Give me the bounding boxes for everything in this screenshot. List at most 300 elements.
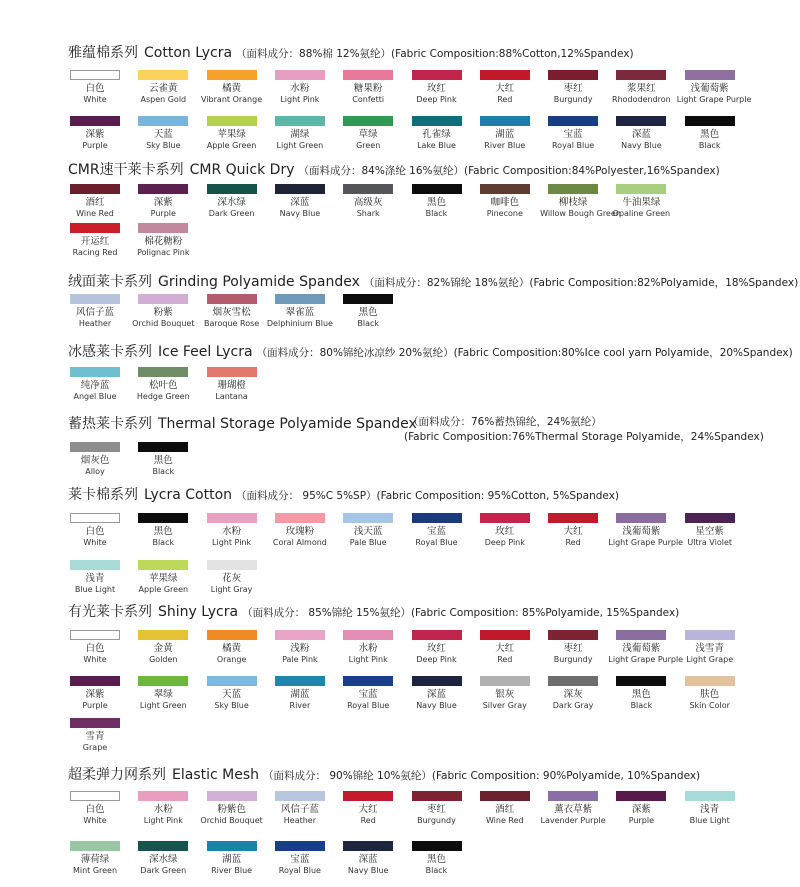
color-name-en: Racing Red bbox=[72, 248, 118, 257]
section-title-en: Grinding Polyamide Spandex bbox=[158, 274, 360, 290]
color-swatch bbox=[335, 513, 401, 548]
color-name-zh: 深紫 bbox=[85, 689, 105, 700]
color-name-zh: 浅青 bbox=[700, 804, 720, 815]
color-chip bbox=[138, 560, 188, 570]
color-chip bbox=[548, 70, 598, 80]
color-name-zh: 白色 bbox=[85, 526, 105, 537]
color-chip bbox=[548, 676, 598, 686]
color-name-en: Dark Gray bbox=[552, 701, 594, 710]
color-swatch bbox=[608, 676, 674, 711]
color-swatch bbox=[130, 791, 196, 826]
color-chip bbox=[412, 841, 462, 851]
section-title-en: Cotton Lycra bbox=[144, 45, 233, 61]
color-name-en: Lake Blue bbox=[417, 141, 456, 150]
color-name-zh: 浅葡萄紫 bbox=[622, 643, 661, 654]
color-name-en: Light Grape Purple bbox=[608, 655, 684, 664]
color-name-zh: 大红 bbox=[495, 643, 515, 654]
color-name-zh: 橘黄 bbox=[222, 643, 242, 654]
color-chip bbox=[207, 560, 257, 570]
color-name-zh: 宝蓝 bbox=[426, 526, 446, 537]
color-name-en: Navy Blue bbox=[279, 209, 321, 218]
color-name-zh: 宝蓝 bbox=[358, 689, 378, 700]
section-title-en: Ice Feel Lycra bbox=[158, 344, 253, 360]
section-title-en: Lycra Cotton bbox=[144, 487, 233, 503]
color-name-zh: 高级灰 bbox=[353, 197, 383, 208]
color-name-zh: 大红 bbox=[495, 83, 515, 94]
color-swatch bbox=[540, 630, 606, 665]
color-swatch bbox=[404, 116, 470, 151]
color-name-en: Navy Blue bbox=[347, 866, 389, 875]
color-chip bbox=[275, 630, 325, 640]
color-chip bbox=[70, 513, 120, 523]
color-name-en: Light Gray bbox=[210, 585, 253, 594]
color-chip bbox=[138, 367, 188, 377]
color-swatch bbox=[267, 676, 333, 711]
color-name-zh: 深蓝 bbox=[631, 129, 651, 140]
color-chip bbox=[70, 676, 120, 686]
color-name-en: River Blue bbox=[484, 141, 526, 150]
section-heading bbox=[68, 274, 798, 291]
color-name-en: Golden bbox=[149, 655, 178, 664]
color-swatch bbox=[62, 676, 128, 711]
color-name-zh: 湖蓝 bbox=[495, 129, 515, 140]
color-name-zh: 苹果绿 bbox=[149, 573, 178, 584]
color-swatch bbox=[335, 116, 401, 151]
color-name-zh: 珊瑚橙 bbox=[217, 380, 246, 391]
color-name-zh: 纯净蓝 bbox=[80, 380, 110, 391]
color-name-en: Polignac Pink bbox=[137, 248, 190, 257]
color-swatch bbox=[267, 116, 333, 151]
color-name-zh: 白色 bbox=[85, 804, 105, 815]
color-name-zh: 烟灰色 bbox=[80, 455, 110, 466]
color-name-zh: 浅青 bbox=[85, 573, 105, 584]
color-name-zh: 草绿 bbox=[358, 129, 378, 140]
color-name-en: Pale Pink bbox=[282, 655, 318, 664]
color-name-zh: 水粉 bbox=[290, 83, 310, 94]
color-swatch bbox=[62, 70, 128, 105]
color-name-zh: 浅葡萄紫 bbox=[690, 83, 729, 94]
color-chip bbox=[70, 560, 120, 570]
color-chip bbox=[70, 841, 120, 851]
section-composition: （面料成分：88%棉 12%氨纶）(Fabric Composition:88%Cotton,12%Spandex) bbox=[236, 48, 634, 60]
color-name-en: Skin Color bbox=[689, 701, 730, 710]
color-name-en: Purple bbox=[82, 141, 108, 150]
color-chip bbox=[207, 70, 257, 80]
color-name-en: Heather bbox=[78, 319, 112, 328]
color-swatch bbox=[199, 791, 265, 826]
color-swatch bbox=[335, 841, 401, 876]
color-name-en: Orange bbox=[216, 655, 247, 664]
color-chip bbox=[275, 184, 325, 194]
color-name-zh: 苹果绿 bbox=[217, 129, 246, 140]
color-swatch bbox=[540, 70, 606, 105]
section-composition: （面料成分：80%锦纶冰凉纱 20%氨纶）(Fabric Composition:80%Ice cool yarn Polyamide，20%Spandex) bbox=[256, 347, 793, 359]
color-swatch bbox=[62, 116, 128, 151]
color-swatch bbox=[540, 676, 606, 711]
color-name-zh: 浅雪青 bbox=[695, 643, 724, 654]
color-chip bbox=[616, 676, 666, 686]
color-name-zh: 深蓝 bbox=[426, 689, 446, 700]
color-swatch bbox=[199, 184, 265, 219]
color-name-en: Ultra Violet bbox=[687, 538, 733, 547]
section-title-en: CMR Quick Dry bbox=[189, 162, 295, 178]
color-name-zh: 风信子蓝 bbox=[280, 804, 319, 815]
color-swatch bbox=[608, 513, 684, 548]
color-name-en: Light Pink bbox=[143, 816, 183, 825]
color-swatch bbox=[335, 294, 401, 329]
color-name-en: Red bbox=[497, 95, 513, 104]
color-chip bbox=[412, 70, 462, 80]
color-name-zh: 薄荷绿 bbox=[80, 854, 110, 865]
color-name-en: Burgundy bbox=[553, 95, 593, 104]
color-chip bbox=[685, 70, 735, 80]
color-swatch bbox=[199, 367, 265, 402]
color-chip bbox=[275, 791, 325, 801]
color-name-zh: 咖啡色 bbox=[490, 197, 520, 208]
color-name-en: Purple bbox=[150, 209, 176, 218]
color-chip bbox=[138, 630, 188, 640]
color-name-en: Black bbox=[152, 467, 175, 476]
color-name-zh: 深紫 bbox=[153, 197, 173, 208]
color-name-en: Green bbox=[356, 141, 381, 150]
section-composition-line2: (Fabric Composition:76%Thermal Storage Polyamide，24%Spandex) bbox=[404, 431, 764, 443]
color-swatch bbox=[130, 294, 196, 329]
section-heading bbox=[68, 162, 720, 179]
color-name-en: Angel Blue bbox=[73, 392, 117, 401]
color-chip bbox=[412, 791, 462, 801]
color-name-en: River Blue bbox=[211, 866, 253, 875]
color-name-zh: 黑色 bbox=[358, 307, 378, 318]
color-name-en: Orchid Bouquet bbox=[200, 816, 263, 825]
color-name-zh: 玫红 bbox=[426, 83, 446, 94]
color-name-zh: 黑色 bbox=[700, 129, 720, 140]
color-chip bbox=[480, 513, 530, 523]
color-swatch bbox=[130, 560, 196, 595]
color-swatch bbox=[130, 630, 196, 665]
color-chip bbox=[685, 630, 735, 640]
color-chip bbox=[343, 116, 393, 126]
color-chip bbox=[412, 116, 462, 126]
section-title-zh: 蓄热莱卡系列 bbox=[68, 416, 152, 432]
color-swatch bbox=[62, 442, 128, 477]
color-name-zh: 浅葡萄紫 bbox=[622, 526, 661, 537]
color-name-en: Vibrant Orange bbox=[201, 95, 263, 104]
color-chip bbox=[70, 630, 120, 640]
color-swatch bbox=[62, 841, 128, 876]
color-swatch bbox=[472, 791, 538, 826]
color-chip bbox=[275, 841, 325, 851]
color-name-en: Navy Blue bbox=[416, 701, 457, 710]
color-name-en: Pale Blue bbox=[349, 538, 387, 547]
color-chip bbox=[343, 630, 393, 640]
color-name-zh: 糖果粉 bbox=[353, 83, 383, 94]
color-name-zh: 深水绿 bbox=[217, 197, 246, 208]
color-chip bbox=[207, 184, 257, 194]
color-name-en: Confetti bbox=[352, 95, 385, 104]
color-chip bbox=[275, 116, 325, 126]
color-swatch bbox=[472, 70, 538, 105]
color-chip bbox=[480, 630, 530, 640]
color-swatch bbox=[199, 560, 265, 595]
color-name-en: Silver Gray bbox=[482, 701, 527, 710]
color-swatch bbox=[267, 513, 333, 548]
color-chip bbox=[70, 442, 120, 452]
color-swatch bbox=[676, 70, 752, 105]
color-swatch bbox=[404, 841, 470, 876]
color-name-en: Orchid Bouquet bbox=[132, 319, 195, 328]
color-name-en: Rhododendron bbox=[612, 95, 671, 104]
color-name-zh: 云雀黄 bbox=[149, 83, 178, 94]
color-name-zh: 薰衣草紫 bbox=[554, 804, 593, 815]
color-chip bbox=[412, 676, 462, 686]
color-name-en: Burgundy bbox=[417, 816, 456, 825]
color-name-zh: 天蓝 bbox=[222, 689, 242, 700]
color-name-en: Deep Pink bbox=[416, 655, 457, 664]
color-swatch bbox=[62, 630, 128, 665]
color-name-zh: 大红 bbox=[358, 804, 378, 815]
color-name-en: Light Pink bbox=[348, 655, 388, 664]
color-swatch bbox=[608, 70, 674, 105]
color-chip bbox=[138, 442, 188, 452]
color-name-en: Navy Blue bbox=[621, 141, 662, 150]
color-name-zh: 棉花糖粉 bbox=[144, 236, 183, 247]
color-swatch bbox=[472, 116, 538, 151]
color-swatch bbox=[335, 70, 401, 105]
color-chip bbox=[70, 223, 120, 233]
color-name-en: Dark Green bbox=[208, 209, 255, 218]
color-name-en: Shark bbox=[356, 209, 380, 218]
color-swatch bbox=[540, 116, 606, 151]
color-name-zh: 雪青 bbox=[85, 731, 105, 742]
color-swatch bbox=[677, 676, 743, 711]
color-chip bbox=[616, 116, 666, 126]
color-name-zh: 水粉 bbox=[358, 643, 378, 654]
color-swatch bbox=[608, 116, 674, 151]
color-name-en: Coral Almond bbox=[272, 538, 327, 547]
color-swatch bbox=[62, 718, 128, 753]
section-title-en: Thermal Storage Polyamide Spandex bbox=[158, 416, 417, 432]
color-name-en: Wine Red bbox=[76, 209, 114, 218]
color-name-en: Light Green bbox=[139, 701, 187, 710]
color-swatch bbox=[540, 791, 606, 826]
color-name-zh: 深紫 bbox=[631, 804, 651, 815]
color-name-en: Sky Blue bbox=[146, 141, 181, 150]
color-name-en: Deep Pink bbox=[416, 95, 457, 104]
color-chip bbox=[207, 841, 257, 851]
color-name-en: Hedge Green bbox=[136, 392, 190, 401]
color-name-zh: 粉紫 bbox=[153, 307, 173, 318]
color-name-en: Deep Pink bbox=[484, 538, 525, 547]
color-chip bbox=[138, 791, 188, 801]
color-swatch bbox=[130, 184, 196, 219]
section-composition: （面料成分： 95%C 5%SP）(Fabric Composition: 95%Cotton, 5%Spandex) bbox=[236, 490, 620, 502]
color-name-en: White bbox=[83, 95, 107, 104]
color-name-en: Purple bbox=[82, 701, 108, 710]
color-swatch bbox=[677, 630, 743, 665]
color-chip bbox=[275, 294, 325, 304]
color-swatch bbox=[404, 70, 470, 105]
color-name-zh: 松叶色 bbox=[149, 380, 178, 391]
color-swatch bbox=[404, 630, 470, 665]
color-chip bbox=[138, 841, 188, 851]
color-chip bbox=[548, 184, 598, 194]
color-name-en: Red bbox=[565, 538, 581, 547]
color-swatch bbox=[404, 676, 470, 711]
color-swatch bbox=[677, 116, 743, 151]
color-name-en: Apple Green bbox=[206, 141, 257, 150]
color-name-zh: 孔雀绿 bbox=[422, 129, 451, 140]
color-chip bbox=[343, 184, 393, 194]
color-chip bbox=[138, 116, 188, 126]
color-name-en: Sky Blue bbox=[214, 701, 249, 710]
color-name-zh: 湖绿 bbox=[290, 129, 310, 140]
color-chip bbox=[275, 676, 325, 686]
color-name-en: Royal Blue bbox=[415, 538, 458, 547]
color-name-en: River bbox=[289, 701, 311, 710]
color-chip bbox=[70, 70, 120, 80]
color-name-en: Blue Light bbox=[689, 816, 730, 825]
color-name-en: Royal Blue bbox=[278, 866, 321, 875]
color-name-zh: 深灰 bbox=[563, 689, 583, 700]
color-chip bbox=[343, 294, 393, 304]
color-chip bbox=[616, 184, 666, 194]
color-name-zh: 深蓝 bbox=[358, 854, 378, 865]
color-swatch bbox=[62, 367, 128, 402]
color-chip bbox=[616, 630, 666, 640]
color-chip bbox=[548, 116, 598, 126]
color-name-zh: 金黄 bbox=[153, 643, 173, 654]
color-name-zh: 黑色 bbox=[426, 197, 446, 208]
color-swatch bbox=[335, 630, 401, 665]
color-name-en: Wine Red bbox=[485, 816, 524, 825]
color-chip bbox=[70, 184, 120, 194]
color-swatch bbox=[130, 116, 196, 151]
color-name-zh: 深水绿 bbox=[149, 854, 178, 865]
color-swatch bbox=[335, 676, 401, 711]
color-name-en: Red bbox=[497, 655, 513, 664]
color-chip bbox=[616, 513, 666, 523]
color-chip bbox=[480, 184, 530, 194]
color-chip bbox=[480, 791, 530, 801]
color-name-zh: 银灰 bbox=[495, 689, 515, 700]
color-swatch bbox=[199, 70, 265, 105]
color-name-en: Royal Blue bbox=[551, 141, 595, 150]
color-name-zh: 大红 bbox=[563, 526, 583, 537]
color-name-en: Blue Light bbox=[74, 585, 116, 594]
color-name-zh: 水粉 bbox=[222, 526, 242, 537]
color-swatch bbox=[130, 442, 196, 477]
color-chip bbox=[138, 70, 188, 80]
color-chip bbox=[138, 676, 188, 686]
color-swatch bbox=[130, 676, 196, 711]
color-chip bbox=[207, 294, 257, 304]
color-name-zh: 深蓝 bbox=[290, 197, 310, 208]
color-swatch bbox=[267, 841, 333, 876]
section-composition: （面料成分：76%蓄热锦纶，24%氨纶） bbox=[408, 416, 602, 428]
color-chip bbox=[685, 116, 735, 126]
section-heading bbox=[68, 416, 602, 432]
color-swatch bbox=[472, 184, 538, 219]
section-title-zh: 莱卡棉系列 bbox=[68, 487, 138, 503]
color-swatch bbox=[608, 791, 674, 826]
color-swatch bbox=[404, 184, 470, 219]
color-chip bbox=[207, 116, 257, 126]
color-name-zh: 深紫 bbox=[85, 129, 105, 140]
section-title-zh: 超柔弹力网系列 bbox=[68, 767, 166, 783]
color-chip bbox=[207, 676, 257, 686]
color-name-zh: 开运红 bbox=[80, 236, 110, 247]
color-swatch bbox=[62, 513, 128, 548]
section-heading bbox=[68, 344, 793, 361]
color-name-en: Light Grape Purple bbox=[676, 95, 752, 104]
color-swatch bbox=[62, 560, 128, 595]
color-name-zh: 玫瑰粉 bbox=[285, 526, 315, 537]
color-chip bbox=[138, 294, 188, 304]
color-name-en: Black bbox=[425, 866, 448, 875]
color-swatch bbox=[335, 184, 401, 219]
color-name-en: Light Grape bbox=[686, 655, 734, 664]
color-name-zh: 翠雀蓝 bbox=[285, 307, 315, 318]
color-chip bbox=[685, 513, 735, 523]
section-title-zh: 有光莱卡系列 bbox=[68, 604, 152, 620]
color-chip bbox=[138, 184, 188, 194]
color-chip bbox=[70, 116, 120, 126]
color-name-zh: 星空紫 bbox=[695, 526, 724, 537]
color-name-zh: 湖蓝 bbox=[290, 689, 310, 700]
section-title-zh: 绒面莱卡系列 bbox=[68, 274, 152, 290]
section-composition: （面料成分： 90%锦纶 10%氨纶）(Fabric Composition: 90%Polyamide, 10%Spandex) bbox=[263, 770, 701, 782]
color-name-zh: 花灰 bbox=[222, 573, 242, 584]
color-swatch bbox=[267, 184, 333, 219]
color-chip bbox=[138, 223, 188, 233]
color-swatch bbox=[608, 630, 684, 665]
color-name-zh: 肤色 bbox=[700, 689, 720, 700]
color-name-en: Light Grape Purple bbox=[608, 538, 684, 547]
section-title-zh: CMR速干莱卡系列 bbox=[68, 162, 184, 178]
color-name-en: Light Green bbox=[276, 141, 324, 150]
color-swatch bbox=[130, 70, 196, 105]
color-chip bbox=[275, 70, 325, 80]
section-composition: （面料成分：82%锦纶 18%氨纶）(Fabric Composition:82%Polyamide，18%Spandex) bbox=[363, 277, 799, 289]
color-name-en: Red bbox=[360, 816, 376, 825]
color-name-en: Black bbox=[698, 141, 721, 150]
color-name-en: White bbox=[83, 816, 107, 825]
color-swatch bbox=[404, 513, 470, 548]
color-chip bbox=[275, 513, 325, 523]
color-name-zh: 玫红 bbox=[495, 526, 515, 537]
color-swatch bbox=[404, 791, 470, 826]
color-name-zh: 浅粉 bbox=[290, 643, 310, 654]
color-swatch bbox=[677, 513, 743, 548]
color-name-zh: 黑色 bbox=[153, 455, 173, 466]
color-name-zh: 风信子蓝 bbox=[75, 307, 114, 318]
color-name-zh: 翠绿 bbox=[153, 689, 173, 700]
color-chip bbox=[343, 841, 393, 851]
color-name-en: Black bbox=[152, 538, 175, 547]
color-name-zh: 橘黄 bbox=[222, 83, 242, 94]
color-swatch bbox=[335, 791, 401, 826]
color-name-en: Light Pink bbox=[280, 95, 320, 104]
color-name-zh: 宝蓝 bbox=[290, 854, 310, 865]
color-chip bbox=[70, 367, 120, 377]
color-name-zh: 酒红 bbox=[495, 804, 515, 815]
color-swatch bbox=[199, 676, 265, 711]
color-name-zh: 浅天蓝 bbox=[353, 526, 383, 537]
color-name-en: Grape bbox=[82, 743, 108, 752]
color-name-zh: 白色 bbox=[85, 83, 105, 94]
color-name-en: Light Pink bbox=[212, 538, 252, 547]
color-swatch bbox=[267, 70, 333, 105]
